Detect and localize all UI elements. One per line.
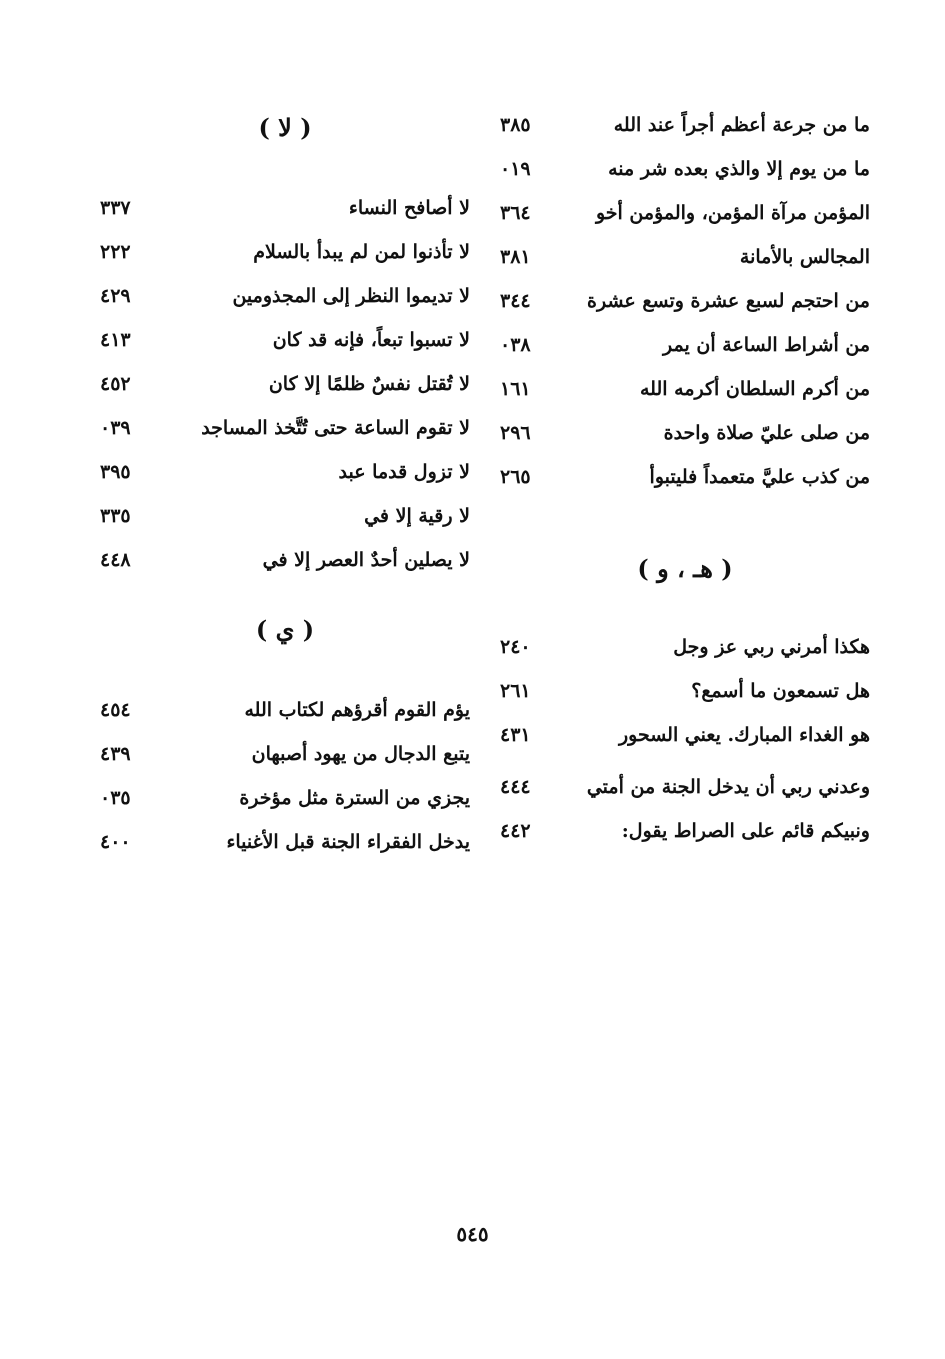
entry-page: ٤٣١ (500, 724, 531, 746)
entry-text: يتبع الدجال من يهود أصبهان (251, 743, 470, 765)
entry-page: ٠٣٥ (100, 787, 131, 809)
index-entry (100, 186, 470, 230)
index-entry (500, 279, 870, 323)
index-entry (100, 362, 470, 406)
index-entry (100, 406, 470, 450)
entry-page: ٣٨١ (500, 246, 531, 268)
entry-page: ٤٥٢ (100, 373, 131, 395)
entry-page: ٣٣٥ (100, 505, 131, 527)
entries-group-laa (100, 186, 470, 582)
index-entry (500, 103, 870, 147)
index-entry (500, 191, 870, 235)
entry-page: ٣٨٥ (500, 114, 531, 136)
index-entry (500, 809, 870, 853)
entry-page: ٣٤٤ (500, 290, 531, 312)
index-entry (500, 625, 870, 669)
entry-text: لا تديموا النظر إلى المجذومين (232, 285, 470, 307)
index-entry (100, 230, 470, 274)
entry-text: وعدني ربي أن يدخل الجنة من أمتي (586, 776, 870, 798)
entry-page: ٣٣٧ (100, 197, 131, 219)
entry-page: ٢٦١ (500, 680, 531, 702)
index-entry (100, 318, 470, 362)
entry-text: المجالس بالأمانة (739, 246, 870, 268)
index-entry (100, 274, 470, 318)
index-entry (100, 776, 470, 820)
entry-text: لا تقوم الساعة حتى تُتَّخذ المساجد (201, 417, 470, 439)
entry-page: ٤٠٠ (100, 831, 131, 853)
index-entry (100, 538, 470, 582)
entry-text: ونبيكم قائم على الصراط يقول: (621, 820, 870, 842)
entry-text: من احتجم لسبع عشرة وتسع عشرة (587, 290, 870, 312)
entry-page: ٤١٣ (100, 329, 131, 351)
index-entry (100, 494, 470, 538)
index-entry (500, 669, 870, 713)
index-entry (500, 713, 870, 757)
entry-text: هكذا أمرني ربي عز وجل (673, 636, 870, 658)
entries-group-haa-waw (500, 625, 870, 853)
entry-page: ٢٦٥ (500, 466, 531, 488)
index-entry (500, 367, 870, 411)
entry-text: يؤم القوم أقرؤهم لكتاب الله (244, 699, 470, 721)
index-entry (500, 411, 870, 455)
entry-text: لا تأذنوا لمن لم يبدأ بالسلام (253, 241, 470, 263)
entry-page: ٠٣٨ (500, 334, 531, 356)
index-entry (500, 455, 870, 499)
entry-text: ما من يوم إلا والذي بعده شر منه (608, 158, 870, 180)
entry-page: ٤٤٤ (500, 776, 531, 798)
entry-text: يجزي من السترة مثل مؤخرة (239, 787, 470, 809)
entry-text: من صلى عليّ صلاة واحدة (663, 422, 870, 444)
index-entry (100, 732, 470, 776)
entry-text: لا تسبوا تبعاً، فإنه قد كان (272, 329, 470, 351)
entry-page: ٣٩٥ (100, 461, 131, 483)
page-number: ٥٤٥ (456, 1222, 489, 1246)
section-heading-haa-waw: ( هـ ، و ) (637, 554, 733, 583)
entry-text: من أشراط الساعة أن يمر (663, 334, 870, 356)
section-heading-yaa: ( ي ) (255, 615, 315, 644)
entry-page: ٢٢٢ (100, 241, 131, 263)
index-entry (100, 450, 470, 494)
entry-text: ما من جرعة أعظم أجراً عند الله (613, 114, 870, 136)
entry-page: ٤٥٤ (100, 699, 131, 721)
entries-group-meem (500, 103, 870, 499)
index-entry (500, 147, 870, 191)
entry-text: من أكرم السلطان أكرمه الله (639, 378, 870, 400)
entry-page: ٤٣٩ (100, 743, 131, 765)
entry-text: لا يصلين أحدٌ العصر إلا في (262, 549, 470, 571)
index-entry (100, 688, 470, 732)
entry-text: لا تُقتل نفسٌ ظلمًا إلا كان (268, 373, 470, 395)
index-entry (500, 235, 870, 279)
entry-page: ١٦١ (500, 378, 531, 400)
left-column (100, 100, 470, 864)
index-entry (500, 323, 870, 367)
entry-page: ٣٦٤ (500, 202, 531, 224)
entry-page: ٠١٩ (500, 158, 531, 180)
entry-text: هو الغداء المبارك. يعني السحور (618, 724, 870, 746)
entry-text: لا أصافح النساء (348, 197, 470, 219)
entry-page: ٢٤٠ (500, 636, 531, 658)
entry-text: المؤمن مرآة المؤمن، والمؤمن أخو (595, 202, 870, 224)
entry-text: هل تسمعون ما أسمع؟ (691, 680, 870, 702)
entry-page: ٢٩٦ (500, 422, 531, 444)
entry-page: ٤٢٩ (100, 285, 131, 307)
index-entry (500, 765, 870, 809)
entries-group-yaa (100, 688, 470, 864)
entry-text: لا رقية إلا في (364, 505, 470, 527)
entry-page: ٤٤٨ (100, 549, 131, 571)
right-column (500, 100, 870, 853)
entry-text: من كذب عليَّ متعمداً فليتبوأ (649, 466, 870, 488)
entry-page: ٠٣٩ (100, 417, 131, 439)
section-heading-laa: ( لا ) (258, 113, 312, 142)
entry-text: لا تزول قدما عبد (338, 461, 470, 483)
entry-page: ٤٤٢ (500, 820, 531, 842)
index-entry (100, 820, 470, 864)
entry-text: يدخل الفقراء الجنة قبل الأغنياء (226, 831, 470, 853)
